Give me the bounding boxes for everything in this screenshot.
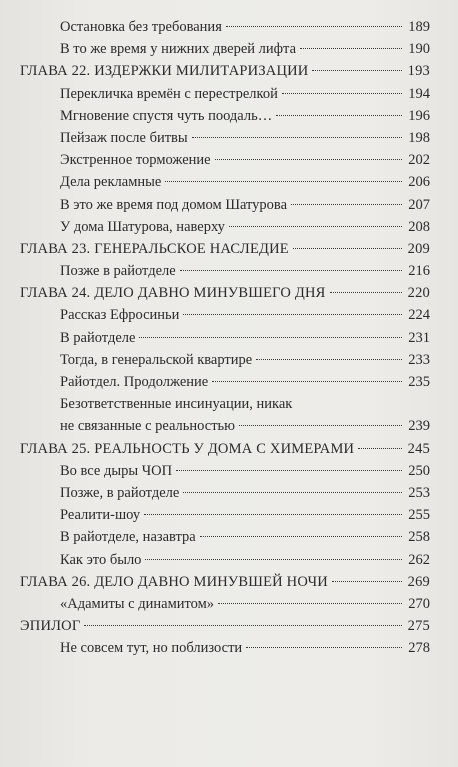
toc-chapter-entry — [0, 438, 458, 460]
toc-entry-row — [60, 127, 430, 149]
toc-section-entry — [0, 482, 458, 504]
toc-chapter-entry — [0, 571, 458, 593]
toc-page-number: 190 — [408, 41, 430, 58]
toc-entry-title: Как это было — [60, 551, 142, 568]
toc-section-entry — [0, 149, 458, 171]
toc-entry-title: В райотделе — [60, 329, 136, 346]
toc-page-number: 216 — [408, 263, 430, 280]
toc-entry-row — [60, 415, 430, 437]
dot-leader — [300, 48, 402, 49]
toc-entry-row — [60, 83, 430, 105]
toc-entry-title: Позже в райотделе — [60, 263, 176, 280]
toc-page-number: 233 — [408, 351, 430, 368]
toc-entry-title: В то же время у нижних дверей лифта — [60, 41, 297, 58]
toc-page-number: 193 — [407, 63, 430, 80]
dot-leader — [212, 381, 402, 382]
dot-leader — [282, 93, 402, 94]
toc-entry-row — [60, 171, 430, 193]
dot-leader — [358, 448, 402, 449]
toc-section-entry — [0, 593, 458, 615]
toc-section-entry — [0, 327, 458, 349]
toc-chapter-entry — [0, 282, 458, 304]
toc-entry-title-line1: Безответственные инсинуации, никак — [60, 396, 293, 413]
toc-section-entry — [0, 526, 458, 548]
toc-page-number: 209 — [407, 240, 430, 257]
toc-section-entry — [0, 194, 458, 216]
toc-page-number: 194 — [408, 85, 430, 102]
table-of-contents — [0, 16, 458, 659]
toc-entry-title: ГЛАВА 26. ДЕЛО ДАВНО МИНУВШЕЙ НОЧИ — [20, 573, 328, 590]
toc-chapter-entry — [0, 60, 458, 82]
toc-page-number: 269 — [407, 573, 430, 590]
toc-entry-row — [60, 371, 430, 393]
dot-leader — [226, 26, 402, 27]
toc-entry-title: Мгновение спустя чуть поодаль… — [60, 107, 273, 124]
toc-section-entry — [0, 504, 458, 526]
toc-section-entry — [0, 260, 458, 282]
toc-page-number: 189 — [408, 19, 430, 35]
toc-entry-title: ГЛАВА 24. ДЕЛО ДАВНО МИНУВШЕГО ДНЯ — [20, 285, 326, 302]
toc-section-entry — [0, 83, 458, 105]
toc-entry-row — [60, 38, 430, 60]
toc-entry-title: Экстренное торможение — [60, 152, 211, 169]
toc-entry-title: В это же время под домом Шатурова — [60, 196, 288, 213]
toc-entry-row — [60, 349, 430, 371]
toc-entry-title: Дела рекламные — [60, 174, 162, 191]
toc-entry-row — [20, 438, 430, 460]
dot-leader — [200, 536, 402, 537]
toc-entry-title: ГЛАВА 25. РЕАЛЬНОСТЬ У ДОМА С ХИМЕРАМИ — [20, 440, 355, 457]
toc-page-number: 231 — [408, 329, 430, 346]
toc-page-number: 255 — [408, 507, 430, 524]
toc-section-entry — [0, 127, 458, 149]
toc-entry-title: Позже, в райотделе — [60, 484, 180, 501]
toc-section-entry — [0, 637, 458, 659]
toc-entry-title: ГЛАВА 22. ИЗДЕРЖКИ МИЛИТАРИЗАЦИИ — [20, 63, 309, 80]
toc-entry-row — [20, 60, 430, 82]
toc-page-number: 250 — [408, 462, 430, 479]
toc-entry-row — [60, 216, 430, 238]
toc-page-number: 258 — [408, 529, 430, 546]
toc-section-entry — [0, 393, 458, 437]
toc-entry-row — [60, 460, 430, 482]
toc-entry-title: Не совсем тут, но поблизости — [60, 640, 243, 657]
toc-page-number: 206 — [408, 174, 430, 191]
toc-entry-title: Пейзаж после битвы — [60, 129, 188, 146]
toc-entry-row — [60, 327, 430, 349]
toc-entry-row — [60, 304, 430, 326]
toc-section-entry — [0, 171, 458, 193]
toc-entry-title: Перекличка времён с перестрелкой — [60, 85, 278, 102]
toc-section-entry — [0, 460, 458, 482]
toc-entry-row — [60, 593, 430, 615]
toc-section-entry — [0, 38, 458, 60]
toc-entry-row — [60, 637, 430, 659]
toc-page-number: 198 — [408, 129, 430, 146]
toc-entry-row — [60, 149, 430, 171]
toc-entry-row — [60, 482, 430, 504]
toc-entry-title: Во все дыры ЧОП — [60, 462, 173, 479]
toc-entry-row — [60, 260, 430, 282]
toc-page-number: 224 — [408, 307, 430, 324]
toc-section-entry — [0, 304, 458, 326]
toc-entry-title: ГЛАВА 23. ГЕНЕРАЛЬСКОЕ НАСЛЕДИЕ — [20, 240, 289, 257]
toc-entry-row — [20, 238, 430, 260]
toc-entry-title: не связанные с реальностью — [60, 418, 235, 435]
toc-page-number: 245 — [407, 440, 430, 457]
toc-entry-title: Остановка без требования — [60, 19, 222, 35]
toc-entry-row — [20, 571, 430, 593]
dot-leader — [183, 492, 402, 493]
dot-leader — [180, 270, 402, 271]
dot-leader — [144, 514, 402, 515]
dot-leader — [218, 603, 402, 604]
dot-leader — [239, 425, 402, 426]
dot-leader — [183, 314, 402, 315]
dot-leader — [256, 359, 402, 360]
toc-page-number: 196 — [408, 107, 430, 124]
toc-page-number: 270 — [408, 595, 430, 612]
toc-entry-title: «Адамиты с динамитом» — [60, 595, 215, 612]
dot-leader — [332, 581, 402, 582]
toc-page-number: 208 — [408, 218, 430, 235]
toc-entry-title: Рассказ Ефросиньи — [60, 307, 180, 324]
dot-leader — [84, 625, 402, 626]
dot-leader — [145, 559, 402, 560]
toc-section-entry — [0, 16, 458, 38]
dot-leader — [246, 647, 402, 648]
toc-page-number: 278 — [408, 640, 430, 657]
toc-entry-title: У дома Шатурова, наверху — [60, 218, 225, 235]
dot-leader — [139, 337, 402, 338]
dot-leader — [229, 226, 402, 227]
toc-entry-row — [60, 194, 430, 216]
dot-leader — [165, 181, 402, 182]
dot-leader — [192, 137, 402, 138]
toc-section-entry — [0, 216, 458, 238]
toc-chapter-entry — [0, 238, 458, 260]
toc-page-number: 207 — [408, 196, 430, 213]
toc-entry-title: ЭПИЛОГ — [20, 618, 81, 635]
toc-entry-title: В райотделе, назавтра — [60, 529, 196, 546]
toc-page-number: 220 — [407, 285, 430, 302]
toc-entry-title: Райотдел. Продолжение — [60, 374, 209, 390]
toc-page-number: 235 — [408, 374, 430, 390]
toc-entry-row — [20, 282, 430, 304]
dot-leader — [312, 70, 402, 71]
toc-entry-row — [60, 16, 430, 38]
toc-page-number: 262 — [408, 551, 430, 568]
toc-section-entry — [0, 371, 458, 393]
toc-page-number: 275 — [407, 618, 430, 635]
toc-section-entry — [0, 549, 458, 571]
toc-entry-title: Реалити-шоу — [60, 507, 141, 524]
toc-page-number: 253 — [408, 484, 430, 501]
dot-leader — [293, 248, 402, 249]
toc-entry-row — [60, 526, 430, 548]
dot-leader — [215, 159, 402, 160]
toc-page-number: 239 — [408, 418, 430, 435]
toc-entry-row — [20, 615, 430, 637]
toc-entry-row — [60, 549, 430, 571]
dot-leader — [330, 292, 402, 293]
toc-entry-row — [60, 105, 430, 127]
toc-chapter-entry — [0, 615, 458, 637]
toc-page-number: 202 — [408, 152, 430, 169]
dot-leader — [276, 115, 402, 116]
dot-leader — [291, 204, 402, 205]
toc-entry-row — [60, 504, 430, 526]
toc-section-entry — [0, 105, 458, 127]
toc-entry-title: Тогда, в генеральской квартире — [60, 351, 253, 368]
toc-section-entry — [0, 349, 458, 371]
dot-leader — [176, 470, 402, 471]
